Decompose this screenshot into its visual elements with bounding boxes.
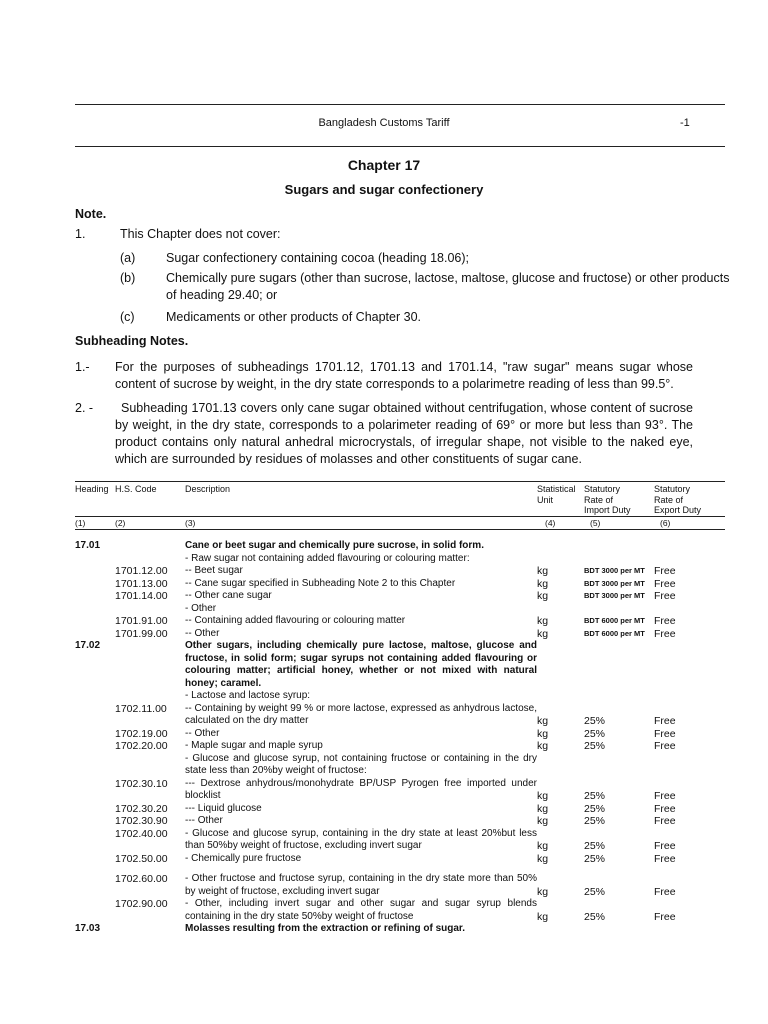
hscode-cell: 1702.30.20 (115, 802, 168, 815)
table-row (75, 603, 725, 616)
col-import-header-l3: Import Duty (584, 505, 631, 515)
hscode-cell: 1701.91.00 (115, 615, 168, 627)
description-cell: -- Beet sugar (185, 565, 243, 576)
unit-cell: kg (537, 577, 549, 590)
import-duty-cell: BDT 3000 per MT (584, 566, 645, 575)
unit-cell: kg (537, 815, 549, 827)
description-cell: Other sugars, including chemically pure lactose, maltose, glucose and fructose, in solid form; sugar syrups not containing added flavouring or colouring matter; artificial honey, whether or not mixed with natural honey; caramel. (185, 640, 537, 689)
hscode-cell: 1702.30.10 (115, 777, 168, 790)
import-duty-cell: BDT 6000 per MT (584, 616, 645, 625)
heading-cell: 17.02 (75, 640, 101, 651)
unit-cell: kg (537, 615, 549, 627)
col-export-header-l2: Rate of (654, 494, 684, 505)
export-duty-cell: Free (654, 740, 676, 752)
import-duty-cell: 25% (584, 815, 606, 827)
description-cell: - Lactose and lactose syrup: (185, 690, 311, 701)
description-cell: - Chemically pure fructose (185, 852, 302, 864)
export-duty-cell: Free (654, 577, 676, 590)
table-row (75, 873, 725, 898)
hscode-cell: 1701.99.00 (115, 627, 168, 640)
description-cell: - Maple sugar and maple syrup (185, 740, 323, 751)
description-cell: - Other fructose and fructose syrup, containing in the dry state more than 50% by weight of fructose, excluding invert sugar (185, 873, 537, 897)
table-row (75, 615, 725, 628)
export-duty-cell: Free (654, 727, 676, 740)
description-cell: - Glucose and glucose syrup, containing in the dry state at least 20%but less than 50%by weight of fructose, excluding invert sugar (185, 827, 537, 851)
description-cell: -- Other (185, 627, 220, 639)
col-import-header (584, 482, 654, 517)
table-row (75, 578, 725, 591)
note-letter-a: (a) (120, 251, 136, 265)
col-import-header-l1: Statutory (584, 484, 621, 494)
note-text-a: Sugar confectionery containing cocoa (heading 18.06); (166, 251, 469, 265)
export-duty-cell: Free (654, 627, 676, 640)
description-cell: - Other, including invert sugar and other sugar and sugar syrup blends containing in the dry state 50%by weight of fructose (185, 898, 537, 922)
description-cell: -- Other (185, 727, 220, 739)
table-row (75, 853, 725, 866)
description-cell: -- Other cane sugar (185, 590, 272, 601)
description-cell: -- Containing by weight 99 % or more lactose, expressed as anhydrous lactose, calculated on the dry matter (185, 702, 537, 726)
import-duty-cell: 25% (584, 840, 606, 852)
description-cell: --- Dextrose anhydrous/monohydrate BP/USP Pyrogen free imported under blocklist (185, 777, 537, 801)
import-duty-cell: 25% (584, 740, 606, 752)
unit-cell: kg (537, 840, 549, 852)
col-export-header-l3: Export Duty (654, 505, 702, 515)
import-duty-cell: 25% (584, 885, 606, 898)
export-duty-cell: Free (654, 565, 676, 577)
export-duty-cell: Free (654, 852, 676, 865)
export-duty-cell: Free (654, 815, 676, 827)
export-duty-cell: Free (654, 885, 676, 898)
table-row (75, 923, 725, 936)
table-row (75, 540, 725, 553)
table-header-row (75, 482, 725, 517)
page-number: -1 (680, 117, 690, 129)
note-letter-c: (c) (120, 310, 135, 324)
export-duty-cell: Free (654, 715, 676, 727)
import-duty-cell: 25% (584, 910, 606, 923)
note-label: Note. (75, 207, 107, 221)
note-text-b: Chemically pure sugars (other than sucrose, lactose, maltose, glucose and fructose) or other products (166, 271, 730, 285)
note-item-text: This Chapter does not cover: (120, 227, 281, 241)
heading-cell: 17.01 (75, 540, 101, 551)
running-header-title: Bangladesh Customs Tariff (318, 117, 450, 129)
unit-cell: kg (537, 590, 549, 602)
column-number-row (75, 516, 725, 530)
table-row (75, 815, 725, 828)
note-text-c: Medicaments or other products of Chapter 30. (166, 310, 421, 324)
table-row (75, 590, 725, 603)
tariff-table (75, 481, 725, 936)
hscode-cell: 1702.11.00 (115, 702, 167, 715)
export-duty-cell: Free (654, 615, 676, 627)
import-duty-cell: 25% (584, 715, 606, 727)
table-row (75, 565, 725, 578)
table-row (75, 640, 725, 690)
description-cell: -- Cane sugar specified in Subheading Note 2 to this Chapter (185, 577, 456, 589)
hscode-cell: 1702.19.00 (115, 727, 168, 740)
hscode-cell: 1702.40.00 (115, 827, 168, 840)
col-description-header: Description (185, 482, 537, 517)
table-row (75, 690, 725, 703)
hscode-cell: 1702.50.00 (115, 852, 168, 865)
chapter-number: Chapter 17 (347, 157, 421, 173)
import-duty-cell: BDT 3000 per MT (584, 591, 645, 600)
hscode-cell: 1702.60.00 (115, 873, 168, 885)
import-duty-cell: 25% (584, 802, 606, 815)
export-duty-cell: Free (654, 910, 676, 923)
table-row (75, 628, 725, 641)
col-export-header-l1: Statutory (654, 484, 691, 494)
description-cell: --- Other (185, 815, 223, 826)
col-export-header (654, 482, 725, 517)
unit-cell: kg (537, 910, 549, 923)
unit-cell: kg (537, 740, 549, 752)
col-unit-header (537, 482, 584, 517)
subheading-note-2-text: Subheading 1701.13 covers only cane sugar obtained without centrifugation, whose content of sucrose by weight, in the dry state, corresponds to a polarimeter reading of 69° or more but less than 93°. The product contains only natural anhedral microcrystals, of irregular shape, not visible to the naked eye, which are surrounded by residues of molasses and other constituents of sugar cane. (115, 401, 693, 466)
colnum-5: (5) (584, 516, 654, 530)
hscode-cell: 1702.30.90 (115, 815, 168, 827)
description-cell: Cane or beet sugar and chemically pure sucrose, in solid form. (185, 540, 484, 551)
description-cell: - Raw sugar not containing added flavouring or colouring matter: (185, 552, 470, 564)
table-row (75, 728, 725, 741)
unit-cell: kg (537, 852, 549, 865)
colnum-2: (2) (115, 516, 185, 530)
description-cell: -- Containing added flavouring or colouring matter (185, 615, 406, 626)
unit-cell: kg (537, 715, 549, 727)
note-letter-b: (b) (120, 271, 136, 285)
import-duty-cell: 25% (584, 852, 606, 865)
colnum-1: (1) (75, 516, 115, 530)
description-cell: - Other (185, 602, 217, 614)
hscode-cell: 1701.12.00 (115, 565, 168, 577)
table-row (75, 803, 725, 816)
unit-cell: kg (537, 885, 549, 898)
table-row (75, 740, 725, 753)
unit-cell: kg (537, 565, 549, 577)
top-rule (75, 104, 725, 105)
export-duty-cell: Free (654, 840, 676, 852)
table-row (75, 553, 725, 566)
import-duty-cell: BDT 3000 per MT (584, 578, 645, 588)
description-cell: Molasses resulting from the extraction or refining of sugar. (185, 923, 466, 934)
subheading-note-1-number: 1.- (75, 360, 90, 374)
col-hscode-header: H.S. Code (115, 482, 185, 517)
colnum-6: (6) (654, 516, 725, 530)
export-duty-cell: Free (654, 802, 676, 815)
chapter-title: Sugars and sugar confectionery (284, 182, 484, 197)
col-heading-header: Heading (75, 482, 115, 517)
table-row (75, 898, 725, 923)
unit-cell: kg (537, 790, 549, 802)
subheading-note-1-text: For the purposes of subheadings 1701.12, 1701.13 and 1701.14, "raw sugar" means sugar whose content of sucrose by weight, in the dry state corresponds to a polarimetre reading of less than 99.5°. (115, 360, 693, 391)
hscode-cell: 1702.90.00 (115, 898, 168, 910)
import-duty-cell: 25% (584, 727, 606, 740)
subheading-note-2-number: 2. - (75, 401, 94, 415)
export-duty-cell: Free (654, 590, 676, 602)
description-cell: --- Liquid glucose (185, 802, 262, 814)
unit-cell: kg (537, 627, 549, 640)
import-duty-cell: 25% (584, 790, 606, 802)
col-unit-header-l2: Unit (537, 494, 554, 505)
colnum-3: (3) (185, 516, 537, 530)
unit-cell: kg (537, 727, 549, 740)
note-text-b-cont: of heading 29.40; or (166, 288, 278, 302)
hscode-cell: 1701.13.00 (115, 577, 168, 590)
subheading-label: Subheading Notes. (75, 334, 189, 348)
table-row (75, 753, 725, 778)
note-item-number: 1. (75, 227, 86, 241)
unit-cell: kg (537, 802, 549, 815)
heading-cell: 17.03 (75, 923, 101, 934)
export-duty-cell: Free (654, 790, 676, 802)
hscode-cell: 1702.20.00 (115, 740, 168, 752)
colnum-4: (4) (537, 516, 584, 530)
header-rule (75, 146, 725, 147)
col-import-header-l2: Rate of (584, 494, 614, 505)
description-cell: - Glucose and glucose syrup, not containing fructose or containing in the dry state less than 20%by weight of fructose: (185, 752, 537, 776)
table-row (75, 778, 725, 803)
import-duty-cell: BDT 6000 per MT (584, 628, 645, 638)
table-row (75, 703, 725, 728)
hscode-cell: 1701.14.00 (115, 590, 168, 602)
col-unit-header-l1: Statistical (537, 484, 576, 494)
table-row (75, 828, 725, 853)
